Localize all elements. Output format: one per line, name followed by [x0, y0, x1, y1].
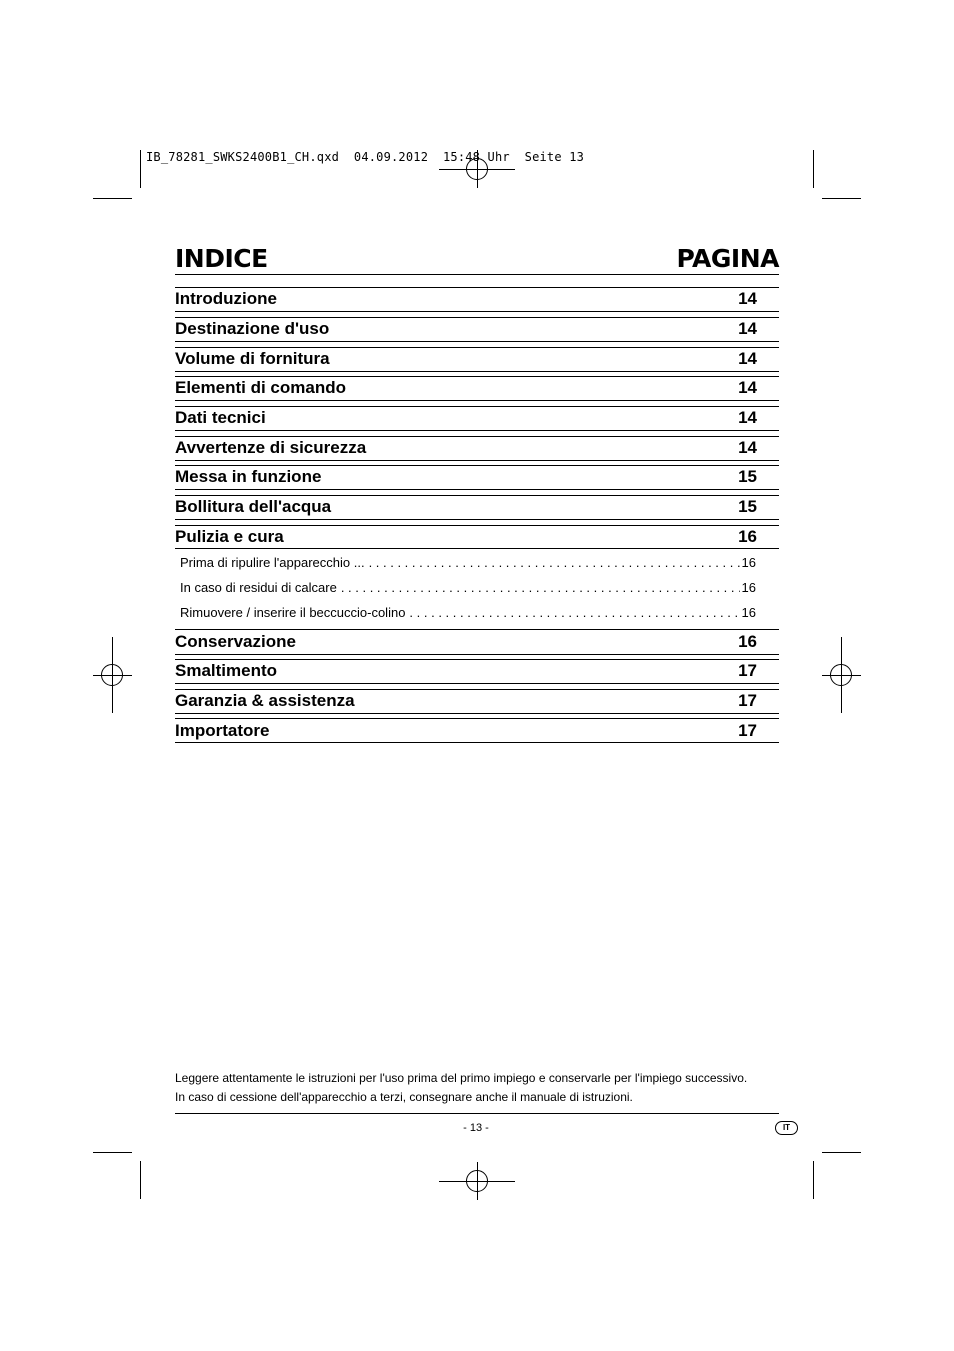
toc-rule: [175, 548, 779, 549]
toc-entry[interactable]: Bollitura dell'acqua 15: [175, 497, 757, 516]
toc-rule: [175, 347, 779, 348]
toc-rule: [175, 718, 779, 719]
footer-note-line2: In caso di cessione dell'apparecchio a terzi, consegnare anche il manuale di istruzioni.: [175, 1090, 633, 1104]
toc-rule: [175, 406, 779, 407]
footer-note-line1: Leggere attentamente le istruzioni per l'uso prima del primo impiego e conservarle per l'impiego successivo.: [175, 1071, 748, 1085]
toc-rule: [175, 436, 779, 437]
toc-rule: [175, 713, 779, 714]
toc-entry[interactable]: Messa in funzione 15: [175, 467, 757, 486]
toc-rule: [175, 683, 779, 684]
toc-entry[interactable]: Elementi di comando 14: [175, 378, 757, 397]
toc-rule: [175, 525, 779, 526]
print-slug: IB_78281_SWKS2400B1_CH.qxd 04.09.2012 15:48 Uhr Seite 13: [146, 150, 585, 164]
footer-rule: [175, 1113, 779, 1114]
toc-rule: [175, 371, 779, 372]
toc-rule: [175, 689, 779, 690]
leader-dots: [409, 605, 739, 621]
index-heading: INDICE: [175, 244, 268, 273]
toc-entry[interactable]: Introduzione 14: [175, 289, 757, 308]
toc-rule: [175, 376, 779, 377]
toc-rule: [175, 495, 779, 496]
leader-dots: [341, 580, 740, 596]
toc-rule: [175, 430, 779, 431]
toc-rule: [175, 460, 779, 461]
toc-entry[interactable]: Conservazione 16: [175, 632, 757, 651]
toc-rule: [175, 629, 779, 630]
leader-dots: [369, 555, 740, 571]
toc-rule: [175, 659, 779, 660]
toc-entry[interactable]: Pulizia e cura 16: [175, 527, 757, 546]
toc-subentry[interactable]: Prima di ripulire l'apparecchio ... . . . 16: [180, 555, 756, 571]
toc-rule: [175, 519, 779, 520]
toc-rule: [175, 341, 779, 342]
toc-rule: [175, 654, 779, 655]
page-number: - 13 -: [463, 1122, 489, 1134]
page-heading: PAGINA: [676, 244, 779, 273]
toc-rule: [175, 317, 779, 318]
toc-entry[interactable]: Destinazione d'uso 14: [175, 319, 757, 338]
toc-entry[interactable]: Importatore 17: [175, 721, 757, 740]
toc-rule: [175, 465, 779, 466]
toc-entry[interactable]: Avvertenze di sicurezza 14: [175, 438, 757, 457]
toc-subentry[interactable]: In caso di residui di calcare . . . 16: [180, 580, 756, 596]
header-rule: [175, 274, 779, 275]
toc-entry[interactable]: Volume di fornitura 14: [175, 349, 757, 368]
toc-entry[interactable]: Smaltimento 17: [175, 661, 757, 680]
toc-rule: [175, 742, 779, 743]
language-badge: IT: [775, 1121, 798, 1135]
toc-rule: [175, 311, 779, 312]
toc-entry[interactable]: Garanzia & assistenza 17: [175, 691, 757, 710]
toc-subentry[interactable]: Rimuovere / inserire il beccuccio-colino . . . 16: [180, 605, 756, 621]
toc-rule: [175, 287, 779, 288]
toc-rule: [175, 489, 779, 490]
toc-rule: [175, 400, 779, 401]
toc-entry[interactable]: Dati tecnici 14: [175, 408, 757, 427]
